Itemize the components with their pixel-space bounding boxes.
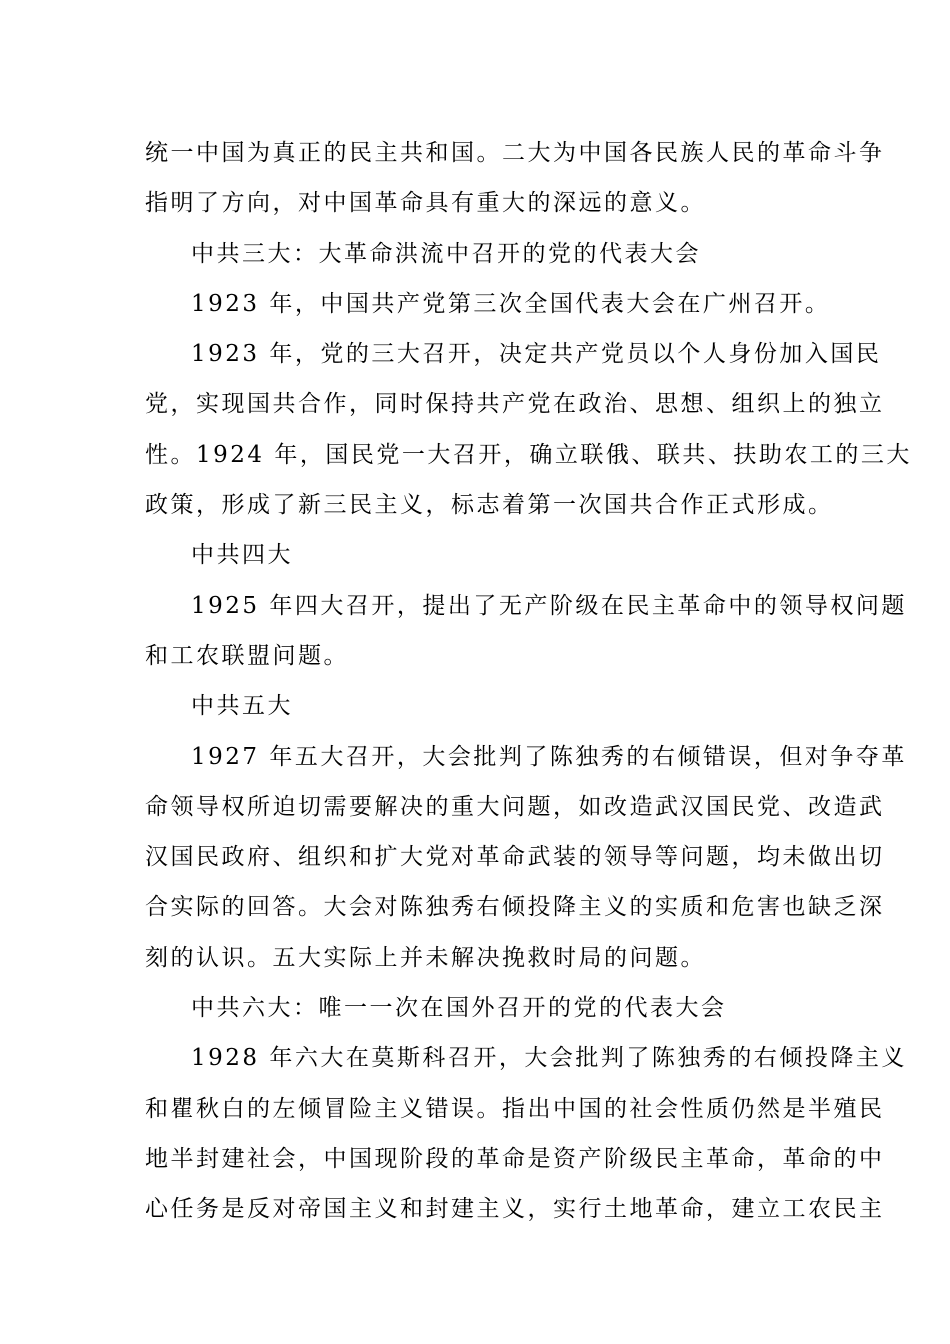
text-line: 指明了方向，对中国革命具有重大的深远的意义。 xyxy=(145,190,706,217)
text-line: 1925 年四大召开，提出了无产阶级在民主革命中的领导权问题 xyxy=(191,592,907,619)
text-line: 1927 年五大召开，大会批判了陈独秀的右倾错误，但对争夺革 xyxy=(191,743,907,770)
text-line: 刻的认识。五大实际上并未解决挽救时局的问题。 xyxy=(145,944,706,971)
text-line: 和瞿秋白的左倾冒险主义错误。指出中国的社会性质仍然是半殖民 xyxy=(145,1095,885,1122)
text-line: 性。1924 年，国民党一大召开，确立联俄、联共、扶助农工的三大 xyxy=(145,441,912,468)
text-line: 1923 年，党的三大召开，决定共产党员以个人身份加入国民 xyxy=(191,341,882,368)
text-line: 命领导权所迫切需要解决的重大问题，如改造武汉国民党、改造武 xyxy=(145,793,885,820)
section-heading: 中共四大 xyxy=(191,542,293,569)
text-line: 和工农联盟问题。 xyxy=(145,642,349,669)
section-heading: 中共五大 xyxy=(191,693,293,720)
text-line: 心任务是反对帝国主义和封建主义，实行土地革命，建立工农民主 xyxy=(145,1196,885,1223)
section-heading: 中共三大：大革命洪流中召开的党的代表大会 xyxy=(191,240,701,267)
text-line: 党，实现国共合作，同时保持共产党在政治、思想、组织上的独立 xyxy=(145,391,885,418)
text-line: 地半封建社会，中国现阶段的革命是资产阶级民主革命，革命的中 xyxy=(145,1145,885,1172)
section-heading: 中共六大：唯一一次在国外召开的党的代表大会 xyxy=(191,995,727,1022)
text-line: 合实际的回答。大会对陈独秀右倾投降主义的实质和危害也缺乏深 xyxy=(145,894,885,921)
text-line: 政策，形成了新三民主义，标志着第一次国共合作正式形成。 xyxy=(145,492,834,519)
document-page xyxy=(145,128,912,1235)
text-line: 汉国民政府、组织和扩大党对革命武装的领导等问题，均未做出切 xyxy=(145,844,885,871)
text-line: 统一中国为真正的民主共和国。二大为中国各民族人民的革命斗争 xyxy=(145,140,885,166)
text-line: 1923 年，中国共产党第三次全国代表大会在广州召开。 xyxy=(191,290,831,317)
text-line: 1928 年六大在莫斯科召开，大会批判了陈独秀的右倾投降主义 xyxy=(191,1045,907,1072)
